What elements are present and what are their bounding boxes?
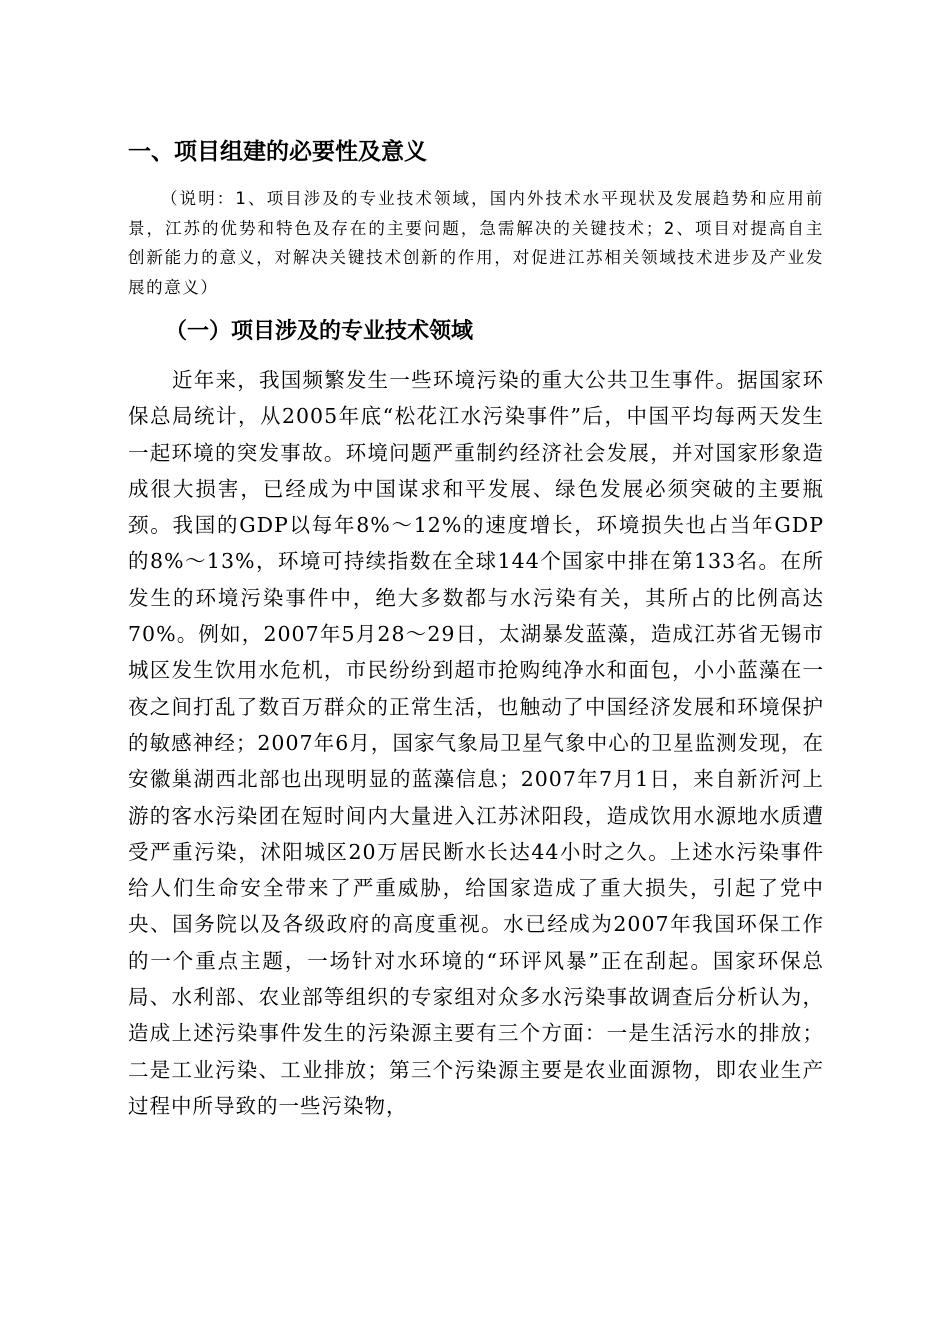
section-heading: 一、项目组建的必要性及意义 [128,139,427,165]
subsection-heading: （一）项目涉及的专业技术领域 [165,319,474,344]
explanatory-note: （说明：1、项目涉及的专业技术领域，国内外技术水平现状及发展趋势和应用前景，江苏的优势和特色及存在的主要问题，急需解决的关键技术；2、项目对提高自主创新能力的意义，对解决关键技术创新的作用，对促进江苏相关领域技术进步及产业发展的意义） [128,189,824,297]
document-body [128,132,824,1124]
body-paragraph: 近年来，我国频繁发生一些环境污染的重大公共卫生事件。据国家环保总局统计，从2005年底“松花江水污染事件”后，中国平均每两天发生一起环境的突发事故。环境问题严重制约经济社会发展，并对国家形象造成很大损害，已经成为中国谋求和平发展、绿色发展必须突破的主要瓶颈。我国的GDP以每年8%～12%的速度增长，环境损失也占当年GDP的8%～13%，环境可持续指数在全球144个国家中排在第133名。在所发生的环境污染事件中，绝大多数都与水污染有关，其所占的比例高达70%。例如，2007年5月28～29日，太湖暴发蓝藻，造成江苏省无锡市城区发生饮用水危机，市民纷纷到超市抢购纯净水和面包，小小蓝藻在一夜之间打乱了数百万群众的正常生活，也触动了中国经济发展和环境保护的敏感神经；2007年6月，国家气象局卫星气象中心的卫星监测发现，在安徽巢湖西北部也出现明显的蓝藻信息；2007年7月1日，来自新沂河上游的客水污染团在短时间内大量进入江苏沭阳段，造成饮用水源地水质遭受严重污染，沭阳城区20万居民断水长达44小时之久。上述水污染事件给人们生命安全带来了严重威胁，给国家造成了重大损失，引起了党中央、国务院以及各级政府的高度重视。水已经成为2007年我国环保工作的一个重点主题，一场针对水环境的“环评风暴”正在刮起。国家环保总局、水利部、农业部等组织的专家组对众多水污染事故调查后分析认为，造成上述污染事件发生的污染源主要有三个方面：一是生活污水的排放；二是工业污染、工业排放；第三个污染源主要是农业面源物，即农业生产过程中所导致的一些污染物， [128,368,824,1118]
